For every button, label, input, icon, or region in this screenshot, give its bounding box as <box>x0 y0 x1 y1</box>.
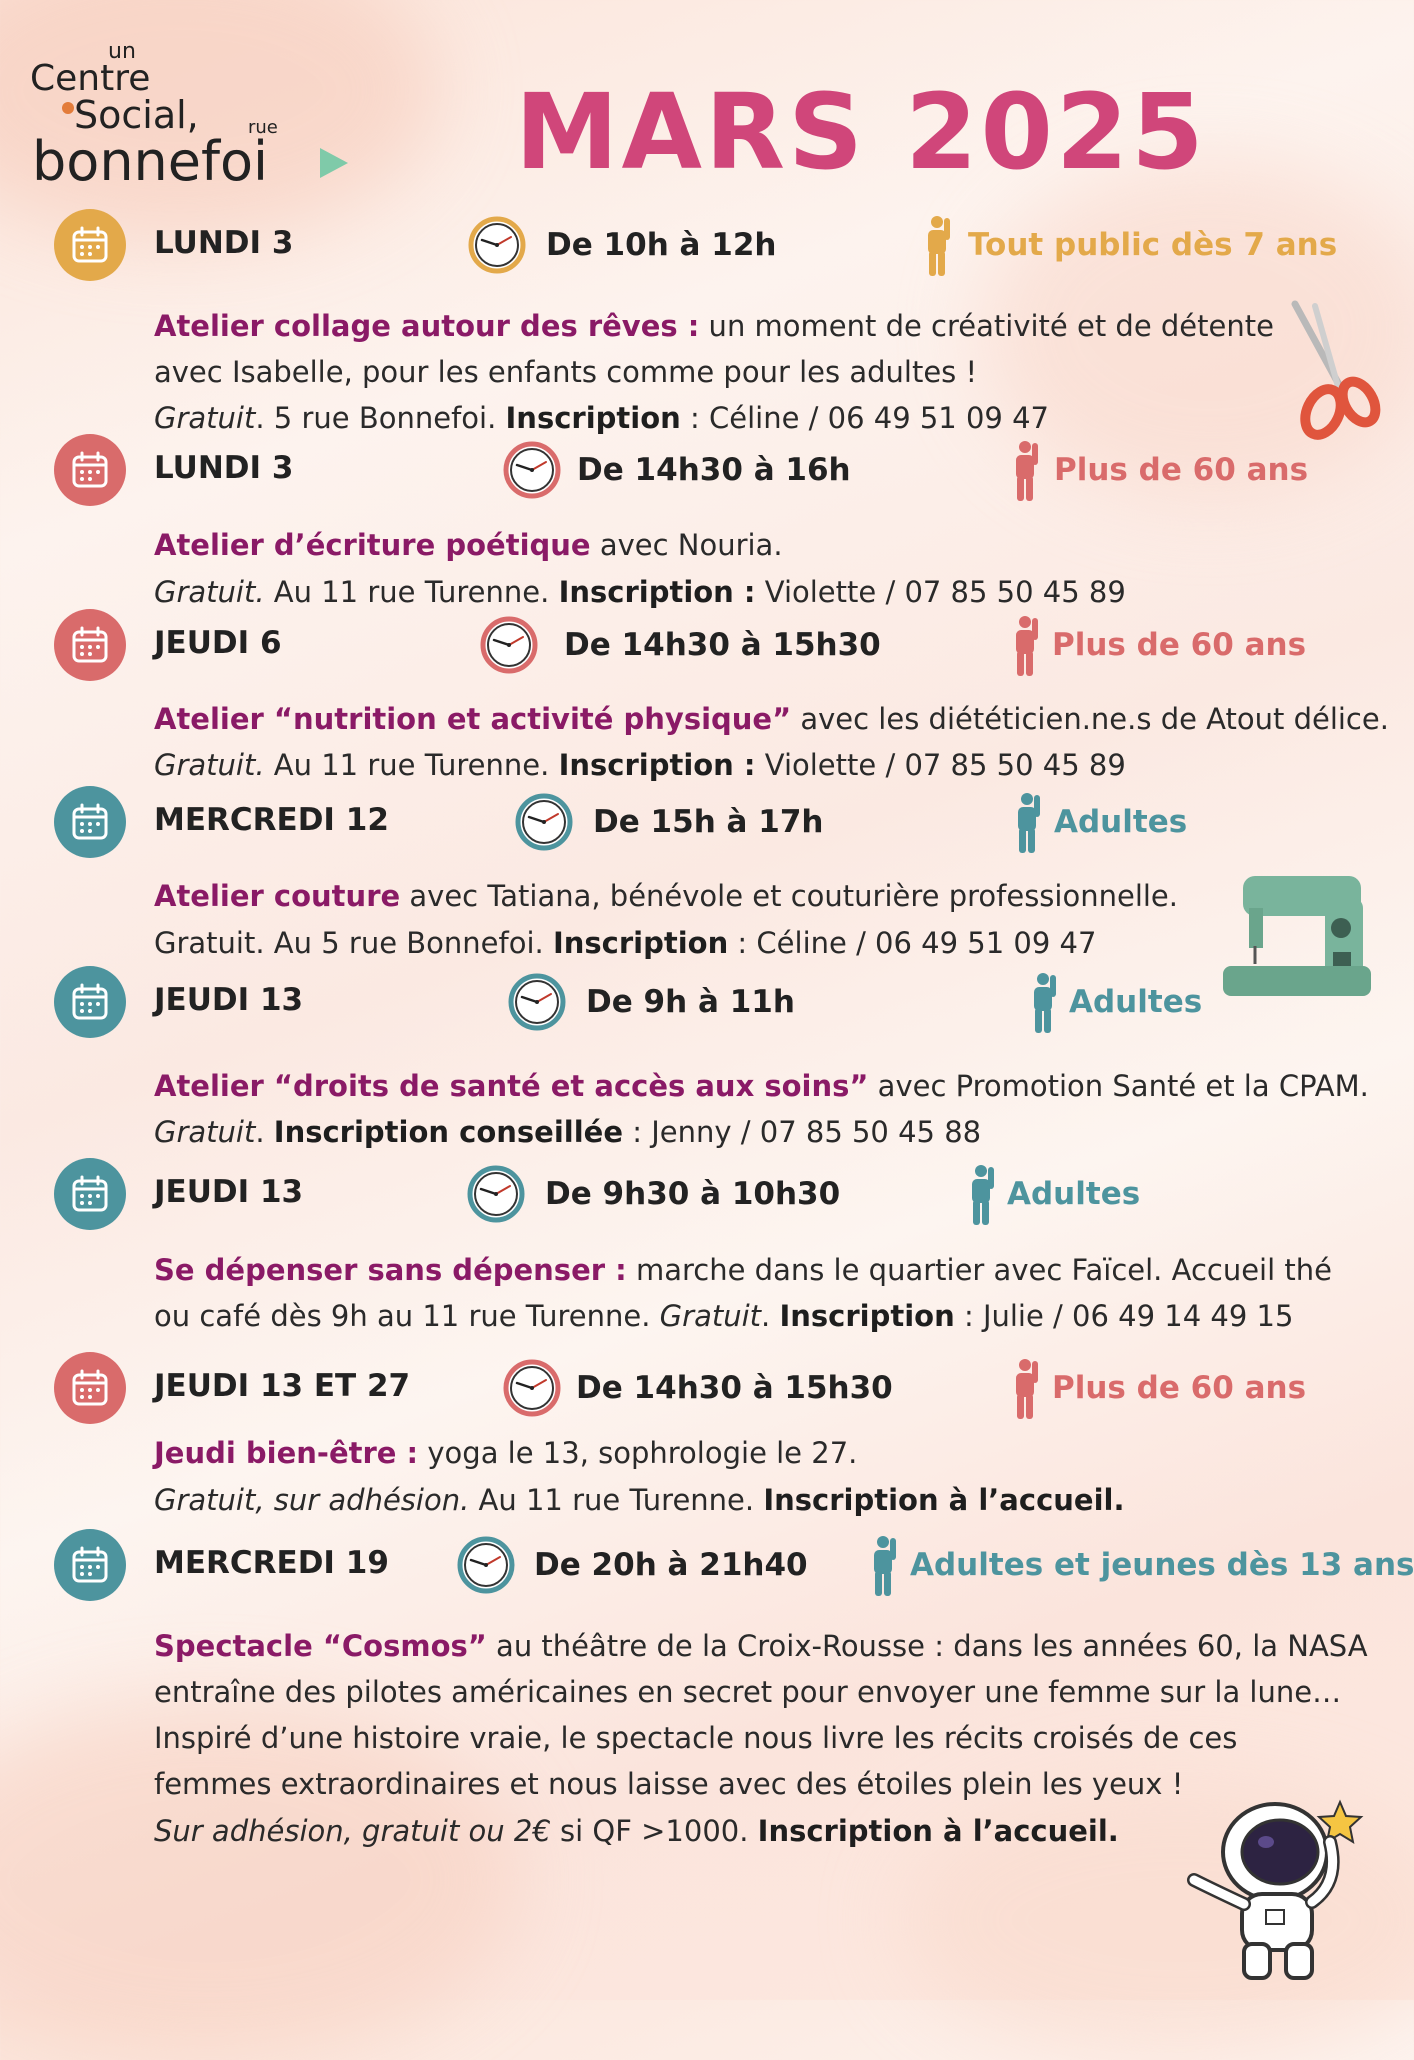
description-segment: avec les diététicien.ne.s de Atout délice. <box>791 702 1389 736</box>
description-segment: au théâtre de la Croix-Rousse : dans les années 60, la NASA <box>486 1629 1368 1663</box>
description-segment: marche dans le quartier avec Faïcel. Accueil thé <box>626 1253 1332 1287</box>
description-segment: Inscription <box>779 1299 955 1333</box>
event-description-line <box>154 569 1386 615</box>
description-segment: Inscription : <box>558 575 756 609</box>
person-icon <box>1010 792 1044 854</box>
description-segment: . Au 5 rue Bonnefoi. <box>255 926 553 960</box>
description-segment: : Céline / 06 49 51 09 47 <box>728 926 1097 960</box>
calendar-icon <box>54 1158 126 1230</box>
description-segment: avec Tatiana, bénévole et couturière professionnelle. <box>400 879 1178 913</box>
description-segment: Inscription : <box>558 748 756 782</box>
event-description-line <box>154 920 1386 966</box>
description-segment: . 5 rue Bonnefoi. <box>255 401 506 435</box>
logo <box>30 28 360 198</box>
event-audience: Adultes <box>1007 1176 1141 1212</box>
event-audience: Plus de 60 ans <box>1052 627 1307 663</box>
description-segment: . <box>761 1299 780 1333</box>
calendar-icon <box>54 1352 126 1424</box>
description-segment: avec Promotion Santé et la CPAM. <box>868 1069 1369 1103</box>
clock-icon <box>480 616 538 674</box>
event-day: JEUDI 13 <box>154 982 304 1018</box>
person-icon <box>1026 972 1060 1034</box>
calendar-icon <box>54 966 126 1038</box>
sewing-machine-icon <box>1215 868 1375 1004</box>
description-segment: Sur adhésion, gratuit ou 2€ <box>154 1814 551 1848</box>
person-icon <box>964 1164 998 1226</box>
event-day: MERCREDI 19 <box>154 1545 389 1581</box>
person-icon <box>1008 615 1042 677</box>
description-segment: Gratuit. <box>154 575 265 609</box>
description-segment: Violette / 07 85 50 45 89 <box>755 575 1126 609</box>
person-icon <box>1008 440 1042 502</box>
event-time: De 14h30 à 16h <box>577 452 851 488</box>
calendar-icon <box>54 1529 126 1601</box>
person-icon <box>920 215 954 277</box>
event-description-line <box>154 1669 1386 1715</box>
event-description-line <box>154 1063 1386 1109</box>
description-segment: avec Nouria. <box>590 528 783 562</box>
logo-line4: rue <box>248 117 278 138</box>
description-segment: Au 11 rue Turenne. <box>469 1483 764 1517</box>
event-day: MERCREDI 12 <box>154 802 389 838</box>
scissors-icon <box>1285 300 1385 440</box>
event-description-line <box>154 1293 1386 1339</box>
calendar-icon <box>54 786 126 858</box>
event-time: De 15h à 17h <box>593 804 824 840</box>
event-audience: Plus de 60 ans <box>1054 452 1309 488</box>
event-audience: Tout public dès 7 ans <box>968 227 1338 263</box>
description-segment: Inscription <box>552 926 729 960</box>
event-description-line <box>154 696 1389 742</box>
description-segment: entraîne des pilotes américaines en secret pour envoyer une femme sur la lune… <box>154 1675 1342 1709</box>
description-segment: Gratuit. <box>154 748 265 782</box>
calendar-icon <box>54 609 126 681</box>
description-segment: Se dépenser sans dépenser : <box>154 1253 627 1287</box>
description-segment: Inscription <box>505 401 681 435</box>
event-description-line <box>154 742 1386 788</box>
clock-icon <box>468 216 526 274</box>
description-segment: si QF >1000. <box>550 1814 758 1848</box>
description-segment: Au 11 rue Turenne. <box>264 575 559 609</box>
description-segment: Gratuit, sur adhésion. <box>154 1483 470 1517</box>
description-segment: Atelier collage autour des rêves : <box>154 309 700 343</box>
logo-line5: bonnefoi <box>32 130 269 193</box>
clock-icon <box>503 1359 561 1417</box>
clock-icon <box>515 793 573 851</box>
event-time: De 14h30 à 15h30 <box>564 627 881 663</box>
description-segment: Inspiré d’une histoire vraie, le spectacle nous livre les récits croisés de ces <box>154 1721 1238 1755</box>
description-segment: Gratuit <box>154 926 256 960</box>
event-time: De 20h à 21h40 <box>534 1547 808 1583</box>
description-segment: Inscription à l’accueil. <box>757 1814 1119 1848</box>
description-segment: Gratuit <box>154 1115 256 1149</box>
description-segment: Au 11 rue Turenne. <box>264 748 559 782</box>
event-time: De 9h30 à 10h30 <box>545 1176 841 1212</box>
description-segment: Inscription conseillée <box>273 1115 624 1149</box>
astronaut-icon <box>1180 1772 1380 1982</box>
event-audience: Adultes et jeunes dès 13 ans <box>910 1547 1414 1583</box>
event-description-line <box>154 1430 1386 1476</box>
logo-line1: un <box>108 39 136 64</box>
person-icon <box>866 1535 900 1597</box>
event-audience: Adultes <box>1054 804 1188 840</box>
clock-icon <box>467 1165 525 1223</box>
description-segment: Violette / 07 85 50 45 89 <box>755 748 1126 782</box>
description-segment: Spectacle “Cosmos” <box>154 1629 487 1663</box>
description-segment: Gratuit <box>659 1299 762 1333</box>
event-description-line <box>154 873 1386 919</box>
description-segment: Gratuit <box>154 401 256 435</box>
description-segment: Atelier couture <box>154 879 401 913</box>
event-audience: Plus de 60 ans <box>1052 1370 1307 1406</box>
description-segment: Jeudi bien-être : <box>154 1436 419 1470</box>
event-description-line <box>154 522 1386 568</box>
description-segment: Atelier “nutrition et activité physique” <box>154 702 792 736</box>
description-segment: Atelier d’écriture poétique <box>154 528 591 562</box>
event-description-line <box>154 1247 1386 1293</box>
event-day: JEUDI 6 <box>154 625 282 661</box>
event-description-line <box>154 1109 1386 1155</box>
event-description-line <box>154 395 1386 441</box>
clock-icon <box>457 1536 515 1594</box>
event-time: De 9h à 11h <box>586 984 795 1020</box>
event-day: JEUDI 13 <box>154 1174 304 1210</box>
page-title: MARS 2025 <box>515 71 1207 193</box>
description-segment: un moment de créativité et de détente <box>699 309 1274 343</box>
description-segment: yoga le 13, sophrologie le 27. <box>418 1436 858 1470</box>
description-segment: avec Isabelle, pour les enfants comme pour les adultes ! <box>154 355 978 389</box>
description-segment: : Julie / 06 49 14 49 15 <box>954 1299 1294 1333</box>
event-description-line <box>154 1477 1386 1523</box>
event-audience: Adultes <box>1069 984 1203 1020</box>
description-segment: . <box>255 1115 274 1149</box>
event-description-line <box>154 349 1386 395</box>
event-description-line <box>154 303 1386 349</box>
description-segment: Inscription à l’accueil. <box>763 1483 1125 1517</box>
event-description-line <box>154 1623 1386 1669</box>
person-icon <box>1008 1358 1042 1420</box>
description-segment: : Jenny / 07 85 50 45 88 <box>623 1115 982 1149</box>
calendar-icon <box>54 434 126 506</box>
logo-line2: Centre <box>30 58 151 99</box>
logo-line3: Social, <box>74 93 199 137</box>
event-day: JEUDI 13 ET 27 <box>154 1368 411 1404</box>
description-segment: Atelier “droits de santé et accès aux soins” <box>154 1069 869 1103</box>
event-time: De 14h30 à 15h30 <box>576 1370 893 1406</box>
calendar-icon <box>54 209 126 281</box>
event-day: LUNDI 3 <box>154 225 294 261</box>
event-description-line <box>154 1715 1386 1761</box>
clock-icon <box>503 441 561 499</box>
event-day: LUNDI 3 <box>154 450 294 486</box>
event-time: De 10h à 12h <box>546 227 777 263</box>
description-segment: ou café dès 9h au 11 rue Turenne. <box>154 1299 660 1333</box>
description-segment: femmes extraordinaires et nous laisse avec des étoiles plein les yeux ! <box>154 1767 1184 1801</box>
clock-icon <box>508 973 566 1031</box>
description-segment: : Céline / 06 49 51 09 47 <box>680 401 1050 435</box>
